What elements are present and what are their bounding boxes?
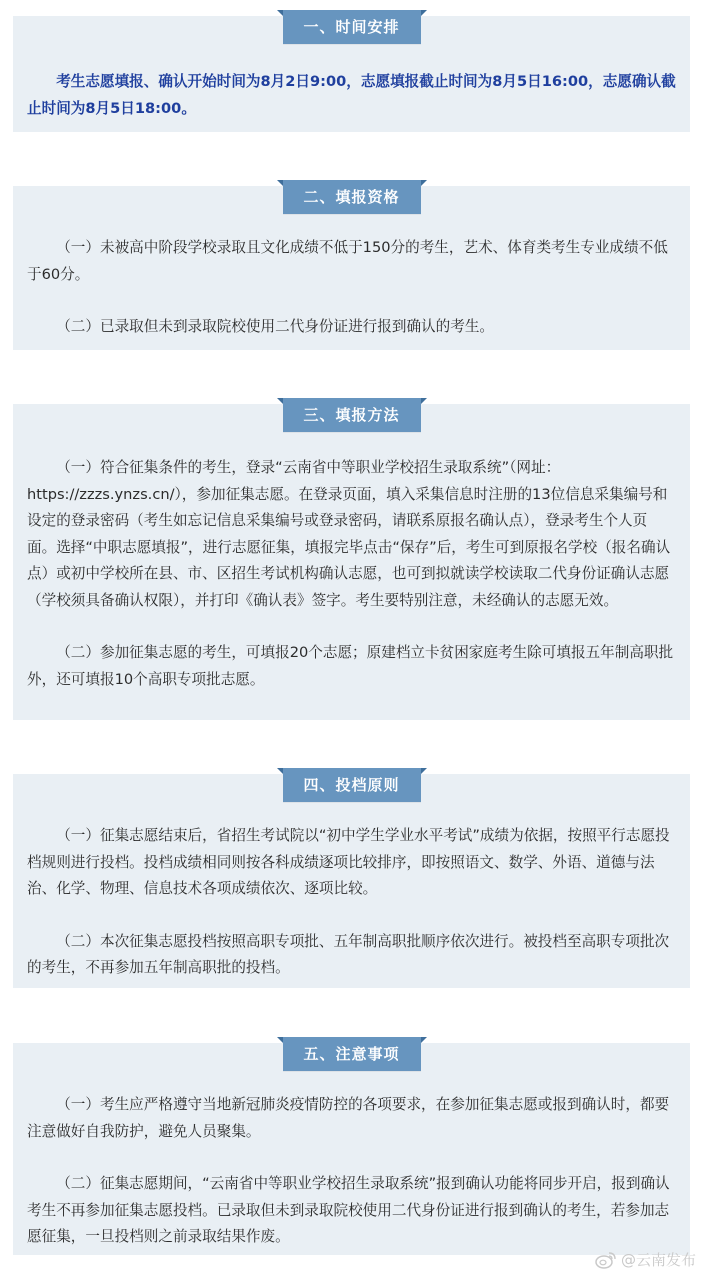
section-eligibility — [13, 186, 690, 350]
paragraph: （二）征集志愿期间，“云南省中等职业学校招生录取系统”报到确认功能将同步开启，报到确认考生不再参加征集志愿投档。已录取但未到录取院校使用二代身份证进行报到确认的考生，若参加志愿征集，一旦投档则之前录取结果作废。 — [27, 1175, 670, 1245]
section-title: 二、填报资格 — [283, 180, 421, 214]
watermark-text: @云南发布 — [620, 1251, 696, 1269]
section-body — [27, 68, 676, 122]
section-title: 四、投档原则 — [283, 768, 421, 802]
section-notes — [13, 1043, 690, 1255]
section-body — [27, 235, 676, 341]
paragraph: （二）本次征集志愿投档按照高职专项批、五年制高职批顺序依次进行。被投档至高职专项批次的考生，不再参加五年制高职批的投档。 — [27, 932, 670, 976]
paragraph: （一）未被高中阶段学校录取且文化成绩不低于150分的考生，艺术、体育类考生专业成绩不低于60分。 — [27, 239, 668, 283]
section-body — [27, 823, 676, 982]
section-body — [27, 455, 676, 693]
watermark — [595, 1249, 696, 1270]
section-method — [13, 404, 690, 720]
paragraph: 考生志愿填报、确认开始时间为8月2日9:00，志愿填报截止时间为8月5日16:00，志愿确认截止时间为8月5日18:00。 — [27, 73, 676, 117]
weibo-icon — [595, 1251, 617, 1269]
section-time-schedule — [13, 16, 690, 132]
section-body — [27, 1092, 676, 1251]
paragraph: （二）参加征集志愿的考生，可填报20个志愿；原建档立卡贫困家庭考生除可填报五年制高职批外，还可填报10个高职专项批志愿。 — [27, 644, 674, 688]
section-title: 一、时间安排 — [283, 10, 421, 44]
paragraph: （二）已录取但未到录取院校使用二代身份证进行报到确认的考生。 — [56, 318, 495, 335]
paragraph: （一）符合征集条件的考生，登录“云南省中等职业学校招生录取系统”（网址：https://zzzs.ynzs.cn/），参加征集志愿。在登录页面，填入采集信息时注册的13位信息采集编号和设定的登录密码（考生如忘记信息采集编号或登录密码，请联系原报名确认点），登录考生个人页面。选择“中职志愿填报”，进行志愿征集，填报完毕点击“保存”后，考生可到原报名学校（报名确认点）或初中学校所在县、市、区招生考试机构确认志愿，也可到拟就读学校读取二代身份证确认志愿（学校须具备确认权限），并打印《确认表》签字。考生要特别注意，未经确认的志愿无效。 — [27, 459, 671, 609]
paragraph: （一）考生应严格遵守当地新冠肺炎疫情防控的各项要求，在参加征集志愿或报到确认时，都要注意做好自我防护，避免人员聚集。 — [27, 1096, 670, 1140]
section-title: 五、注意事项 — [283, 1037, 421, 1071]
section-principles — [13, 774, 690, 988]
paragraph: （一）征集志愿结束后，省招生考试院以“初中学生学业水平考试”成绩为依据，按照平行志愿投档规则进行投档。投档成绩相同则按各科成绩逐项比较排序，即按照语文、数学、外语、道德与法治、化学、物理、信息技术各项成绩依次、逐项比较。 — [27, 827, 670, 897]
section-title: 三、填报方法 — [283, 398, 421, 432]
